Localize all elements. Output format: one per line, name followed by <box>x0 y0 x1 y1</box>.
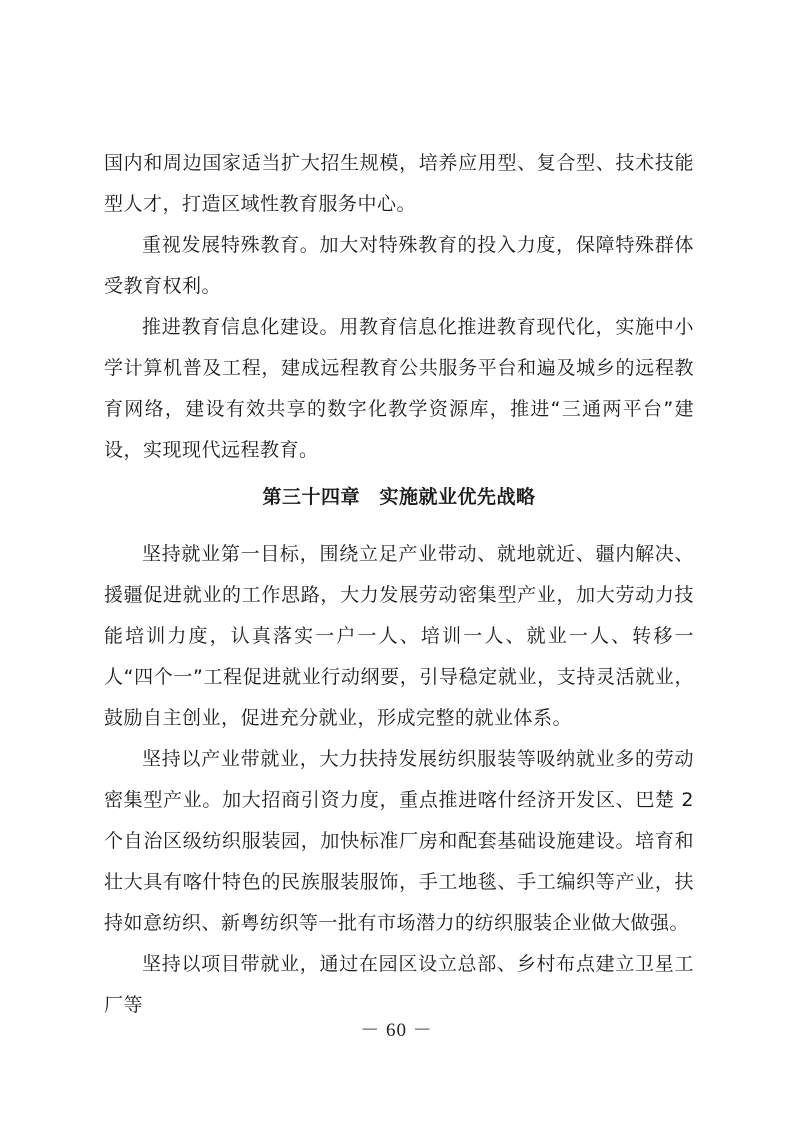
paragraph-education-scale: 国内和周边国家适当扩大招生规模，培养应用型、复合型、技术技能型人才，打造区域性教育服务中心。 <box>104 152 694 215</box>
paragraph-industry-employment: 坚持以产业带就业，大力扶持发展纺织服装等吸纳就业多的劳动密集型产业。加大招商引资力度，重点推进喀什经济开发区、巴楚 2 个自治区级纺织服装园，加快标准厂房和配套基础设施建设。培育和壮大具有喀什特色的民族服装服饰，手工地毯、手工编织等产业，扶持如意纺织、新粤纺织等一批有市场潜力的纺织服装企业做大做强。 <box>104 748 694 934</box>
page-number: － 60 － <box>360 1020 433 1041</box>
chapter-title: 第三十四章 实施就业优先战略 <box>262 486 536 508</box>
paragraph-employment-goal: 坚持就业第一目标，围绕立足产业带动、就地就近、疆内解决、援疆促进就业的工作思路，大力发展劳动密集型产业，加大劳动力技能培训力度，认真落实一户一人、培训一人、就业一人、转移一人“四个一”工程促进就业行动纲要，引导稳定就业，支持灵活就业，鼓励自主创业，促进充分就业，形成完整的就业体系。 <box>104 543 694 729</box>
page-content <box>104 143 694 1026</box>
paragraph-special-education: 重视发展特殊教育。加大对特殊教育的投入力度，保障特殊群体受教育权利。 <box>104 234 694 297</box>
paragraph-education-informatization: 推进教育信息化建设。用教育信息化推进教育现代化，实施中小学计算机普及工程，建成远程教育公共服务平台和遍及城乡的远程教育网络，建设有效共享的数字化教学资源库，推进“三通两平台”建设，实现现代远程教育。 <box>104 316 694 461</box>
paragraph-project-employment: 坚持以项目带就业，通过在园区设立总部、乡村布点建立卫星工厂等 <box>104 953 694 1016</box>
